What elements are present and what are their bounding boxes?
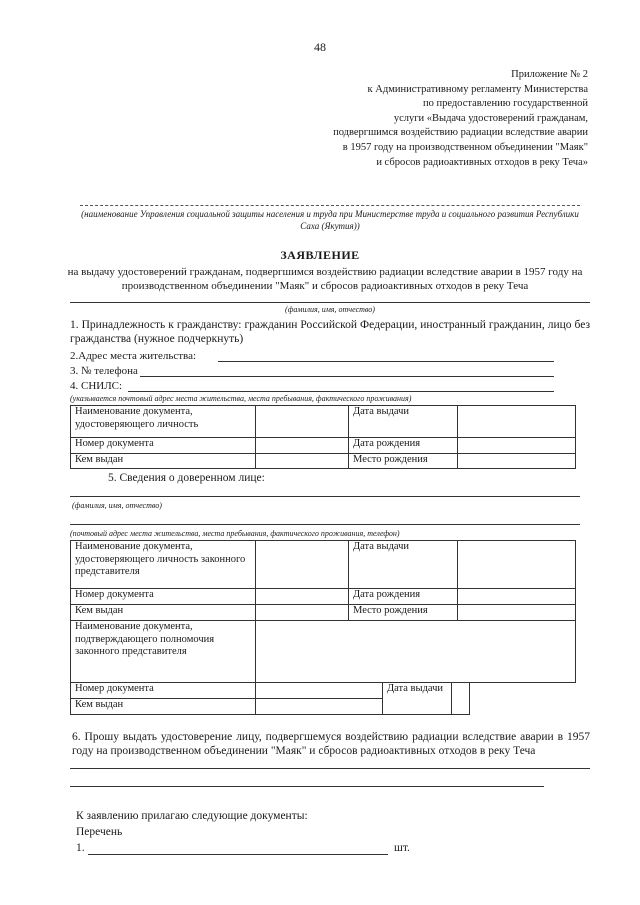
rep-doc-name-cell[interactable]: [256, 541, 349, 589]
appendix-header: [268, 68, 588, 170]
phone-line[interactable]: [140, 376, 554, 377]
auth-doc-name-label: Наименование документа, подтверждающего полномочия законного представителя: [71, 621, 256, 683]
phone-label: 3. № телефона: [70, 365, 138, 377]
rep-doc-name-label: Наименование документа, удостоверяющего личность законного представителя: [71, 541, 256, 589]
authority-line[interactable]: [80, 205, 580, 206]
rep-birth-date-label: Дата рождения: [349, 589, 458, 605]
auth-issued-by-cell[interactable]: [256, 699, 383, 715]
address-caption: (указывается почтовый адрес места жительства, места пребывания, фактического проживания): [70, 394, 412, 403]
appendix-line: и сбросов радиоактивных отходов в реку Теча»: [376, 156, 588, 168]
citizenship-item: 1. Принадлежность к гражданству: гражданин Российской Федерации, иностранный гражданин, лицо без гражданства (нужное подчеркнуть): [70, 319, 590, 345]
issued-by-cell[interactable]: [256, 454, 349, 469]
auth-issue-date-label: Дата выдачи: [383, 683, 452, 715]
rep-birth-date-cell[interactable]: [458, 589, 576, 605]
birth-place-label: Место рождения: [349, 454, 458, 469]
representative-heading: 5. Сведения о доверенном лице:: [108, 472, 265, 484]
doc-name-cell[interactable]: [256, 406, 349, 438]
rep-issue-date-label: Дата выдачи: [349, 541, 458, 589]
auth-doc-number-label: Номер документа: [71, 683, 256, 699]
auth-doc-number-cell[interactable]: [256, 683, 383, 699]
rep-address-line[interactable]: [70, 524, 580, 525]
birth-date-label: Дата рождения: [349, 438, 458, 454]
rep-birth-place-label: Место рождения: [349, 605, 458, 621]
attachments-intro: К заявлению прилагаю следующие документы:: [76, 810, 308, 822]
birth-place-cell[interactable]: [458, 454, 576, 469]
appendix-line: по предоставлению государственной: [422, 98, 588, 110]
rep-issued-by-label: Кем выдан: [71, 605, 256, 621]
request-item: 6. Прошу выдать удостоверение лицу, подвергшемуся воздействию радиации вследствие аварии в 1957 году на производственном объединении "Маяк" и сбросов радиоактивных отходов в реку Теча: [72, 731, 590, 757]
address-line[interactable]: [218, 361, 554, 362]
request-line-1[interactable]: [70, 768, 590, 769]
rep-issue-date-cell[interactable]: [458, 541, 576, 589]
rep-fio-caption: (фамилия, имя, отчество): [72, 501, 162, 510]
doc-number-label: Номер документа: [71, 438, 256, 454]
doc-number-cell[interactable]: [256, 438, 349, 454]
fio-caption: (фамилия, имя, отчество): [285, 305, 375, 314]
authority-caption: (наименование Управления социальной защиты населения и труда при Министерстве труда и социального развития Республики Саха (Якутия)): [81, 209, 579, 231]
issued-by-label: Кем выдан: [71, 454, 256, 469]
list-item-line[interactable]: [88, 854, 388, 855]
form-title: ЗАЯВЛЕНИЕ: [280, 248, 360, 262]
rep-issued-by-cell[interactable]: [256, 605, 349, 621]
fio-line[interactable]: [70, 302, 590, 303]
auth-doc-name-cell[interactable]: [256, 621, 576, 683]
list-item-number: 1.: [76, 842, 85, 854]
snils-label: 4. СНИЛС:: [70, 380, 123, 392]
rep-address-caption: (почтовый адрес места жительства, места пребывания, фактического проживания, телефон): [70, 529, 400, 538]
list-label: Перечень: [76, 826, 123, 838]
representative-table: [70, 540, 576, 683]
birth-date-cell[interactable]: [458, 438, 576, 454]
auth-issued-by-label: Кем выдан: [71, 699, 256, 715]
appendix-line: к Административному регламенту Министерства: [367, 83, 588, 95]
appendix-line: услуги «Выдача удостоверений гражданам,: [393, 112, 588, 124]
appendix-line: в 1957 году на производственном объединении "Маяк": [342, 141, 588, 153]
applicant-table: [70, 405, 576, 469]
address-label: 2.Адрес места жительства:: [70, 350, 197, 362]
snils-line[interactable]: [128, 391, 554, 392]
rep-fio-line[interactable]: [70, 496, 580, 497]
rep-doc-number-cell[interactable]: [256, 589, 349, 605]
authority-doc-table: [70, 682, 470, 715]
rep-doc-number-label: Номер документа: [71, 589, 256, 605]
appendix-line: подвергшимся воздействию радиации вследствие аварии: [333, 127, 588, 139]
unit-label: шт.: [394, 842, 410, 854]
appendix-line: Приложение № 2: [511, 69, 588, 80]
doc-name-label: Наименование документа, удостоверяющего личность: [71, 406, 256, 438]
rep-birth-place-cell[interactable]: [458, 605, 576, 621]
request-line-2[interactable]: [70, 786, 544, 787]
page-number: 48: [314, 40, 326, 54]
auth-issue-date-cell[interactable]: [452, 683, 470, 715]
issue-date-cell[interactable]: [458, 406, 576, 438]
issue-date-label: Дата выдачи: [349, 406, 458, 438]
form-subtitle: на выдачу удостоверений гражданам, подвергшимся воздействию радиации вследствие аварии в 1957 году на производственном объединении "Маяк" и сбросов радиоактивных отходов в реку Теча: [67, 266, 583, 292]
